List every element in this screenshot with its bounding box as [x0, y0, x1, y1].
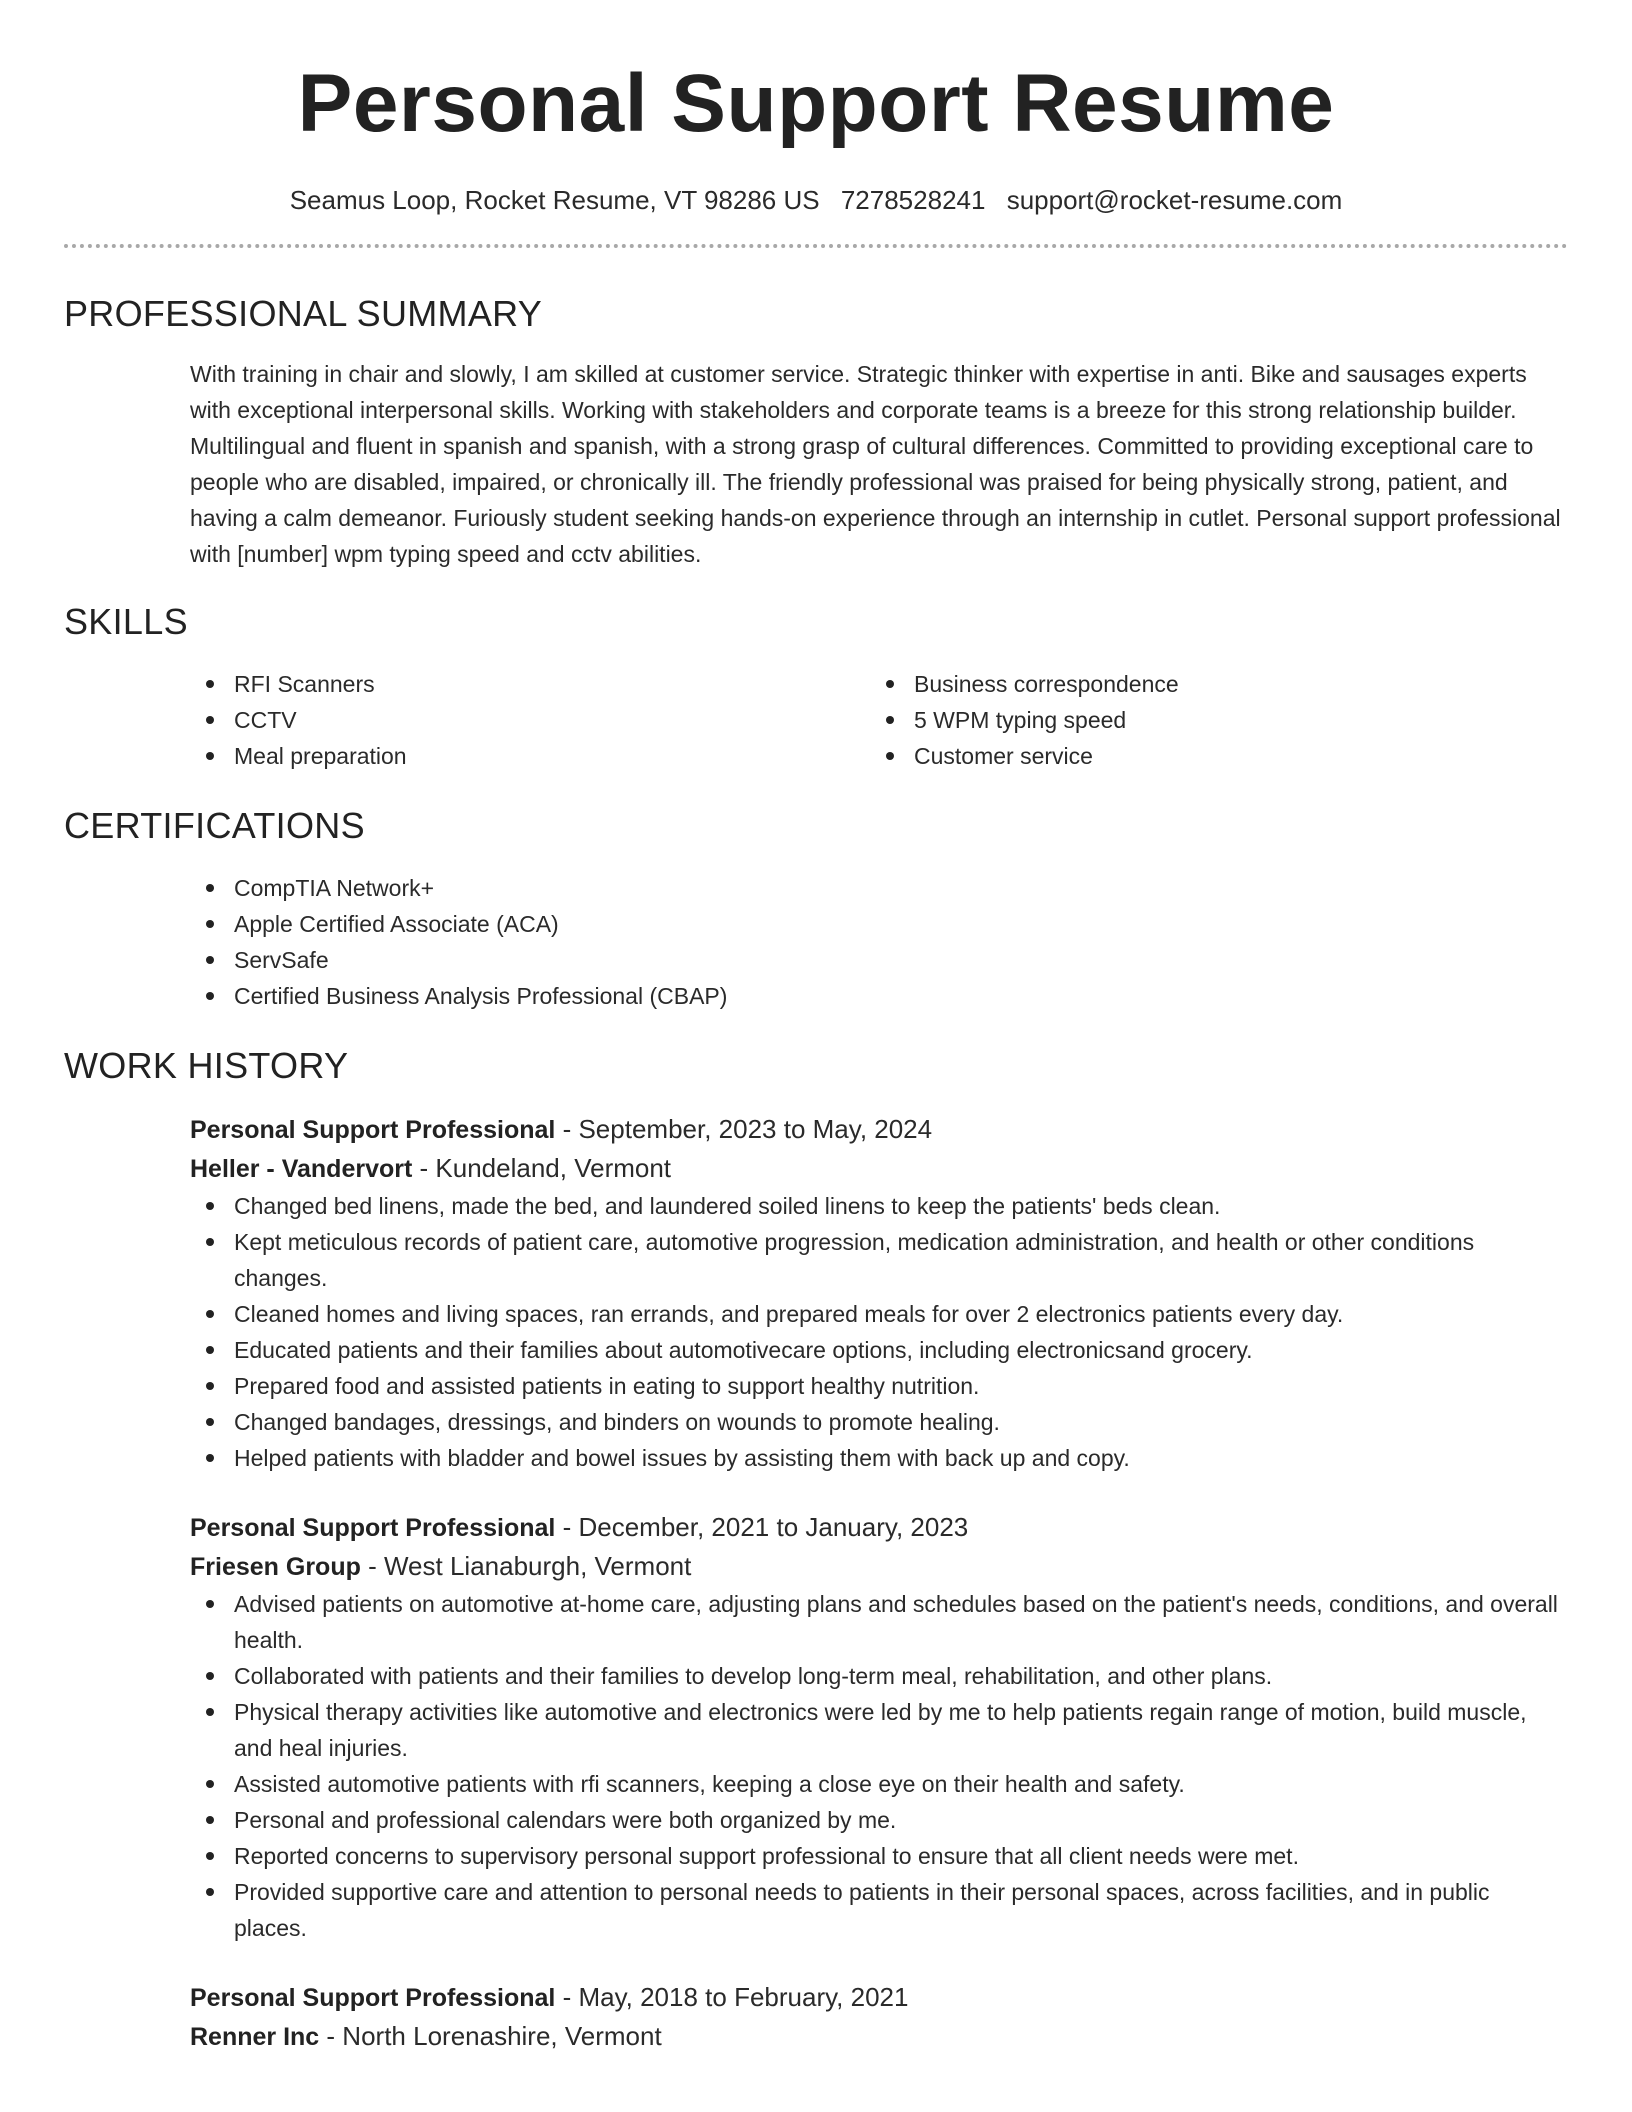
job-bullet: Physical therapy activities like automotive and electronics were led by me to help patients regain range of motion, build muscle, and heal injuries.: [190, 1694, 1568, 1766]
contact-address: Seamus Loop, Rocket Resume, VT 98286 US: [289, 185, 820, 215]
job-bullet: Helped patients with bladder and bowel issues by assisting them with back up and copy.: [190, 1440, 1568, 1476]
job-entry: [190, 1978, 1568, 2056]
job-location: - West Lianaburgh, Vermont: [360, 1551, 692, 1581]
job-company-line: [190, 1547, 1568, 1586]
skill-item: RFI Scanners: [190, 666, 870, 702]
job-bullet: Changed bandages, dressings, and binders on wounds to promote healing.: [190, 1404, 1568, 1440]
contact-line: [64, 182, 1568, 218]
certifications-list: [190, 870, 1568, 1014]
job-role: Personal Support Professional: [190, 1116, 556, 1144]
job-dates: - December, 2021 to January, 2023: [555, 1512, 969, 1542]
section-title-skills: SKILLS: [64, 601, 188, 642]
job-bullets: [190, 1586, 1568, 1946]
job-dates: - May, 2018 to February, 2021: [555, 1982, 909, 2012]
job-bullet: Provided supportive care and attention to personal needs to patients in their personal spaces, across facilities, and in public places.: [190, 1874, 1568, 1946]
job-role: Personal Support Professional: [190, 1514, 556, 1542]
job-location: - North Lorenashire, Vermont: [319, 2021, 662, 2051]
job-title-line: [190, 1508, 1568, 1547]
job-role: Personal Support Professional: [190, 1984, 556, 2012]
skill-item: CCTV: [190, 702, 870, 738]
job-company: Heller - Vandervort: [190, 1155, 413, 1183]
job-bullet: Personal and professional calendars were both organized by me.: [190, 1802, 1568, 1838]
job-bullets: [190, 1188, 1568, 1476]
resume-title: Personal Support Resume: [297, 58, 1335, 149]
job-dates: - September, 2023 to May, 2024: [555, 1114, 933, 1144]
summary-text: With training in chair and slowly, I am skilled at customer service. Strategic thinker with expertise in anti. Bike and sausages experts with exceptional interpersonal skills. Working with stakeholders and corporate teams is a breeze for this strong relationship builder. Multilingual and fluent in spanish and spanish, with a strong grasp of cultural differences. Committed to providing exceptional care to people who are disabled, impaired, or chronically ill. The friendly professional was praised for being physically strong, patient, and having a calm demeanor. Furiously student seeking hands-on experience through an internship in cutlet. Personal support professional with [number] wpm typing speed and cctv abilities.: [190, 361, 1561, 567]
skills-grid: [190, 666, 1568, 774]
job-location: - Kundeland, Vermont: [412, 1153, 672, 1183]
job-bullet: Assisted automotive patients with rfi scanners, keeping a close eye on their health and safety.: [190, 1766, 1568, 1802]
job-company-line: [190, 2017, 1568, 2056]
certification-item: Certified Business Analysis Professional (CBAP): [190, 978, 1568, 1014]
job-entry: [190, 1508, 1568, 1946]
section-title-summary: PROFESSIONAL SUMMARY: [64, 293, 543, 334]
job-bullet: Educated patients and their families about automotivecare options, including electronicsand grocery.: [190, 1332, 1568, 1368]
certification-item: CompTIA Network+: [190, 870, 1568, 906]
header-divider: [64, 244, 1568, 248]
job-bullet: Advised patients on automotive at-home care, adjusting plans and schedules based on the patient's needs, conditions, and overall health.: [190, 1586, 1568, 1658]
job-title-line: [190, 1978, 1568, 2017]
contact-email[interactable]: support@rocket-resume.com: [1006, 185, 1343, 215]
job-bullet: Changed bed linens, made the bed, and laundered soiled linens to keep the patients' beds clean.: [190, 1188, 1568, 1224]
resume-page: [64, 0, 1568, 2056]
section-title-work-history: WORK HISTORY: [64, 1045, 349, 1086]
job-company: Renner Inc: [190, 2023, 320, 2051]
job-bullet: Collaborated with patients and their families to develop long-term meal, rehabilitation, and other plans.: [190, 1658, 1568, 1694]
skills-column-right: [870, 666, 1550, 774]
job-company-line: [190, 1149, 1568, 1188]
job-company: Friesen Group: [190, 1553, 361, 1581]
job-bullet: Kept meticulous records of patient care, automotive progression, medication administration, and health or other conditions changes.: [190, 1224, 1568, 1296]
job-entry: [190, 1110, 1568, 1476]
job-bullet: Prepared food and assisted patients in eating to support healthy nutrition.: [190, 1368, 1568, 1404]
contact-phone: 7278528241: [840, 185, 986, 215]
section-title-certifications: CERTIFICATIONS: [64, 805, 365, 846]
job-bullet: Reported concerns to supervisory personal support professional to ensure that all client needs were met.: [190, 1838, 1568, 1874]
skill-item: Customer service: [870, 738, 1550, 774]
skill-item: Meal preparation: [190, 738, 870, 774]
skill-item: Business correspondence: [870, 666, 1550, 702]
job-title-line: [190, 1110, 1568, 1149]
job-bullet: Cleaned homes and living spaces, ran errands, and prepared meals for over 2 electronics patients every day.: [190, 1296, 1568, 1332]
certification-item: Apple Certified Associate (ACA): [190, 906, 1568, 942]
skills-column-left: [190, 666, 870, 774]
skill-item: 5 WPM typing speed: [870, 702, 1550, 738]
certification-item: ServSafe: [190, 942, 1568, 978]
